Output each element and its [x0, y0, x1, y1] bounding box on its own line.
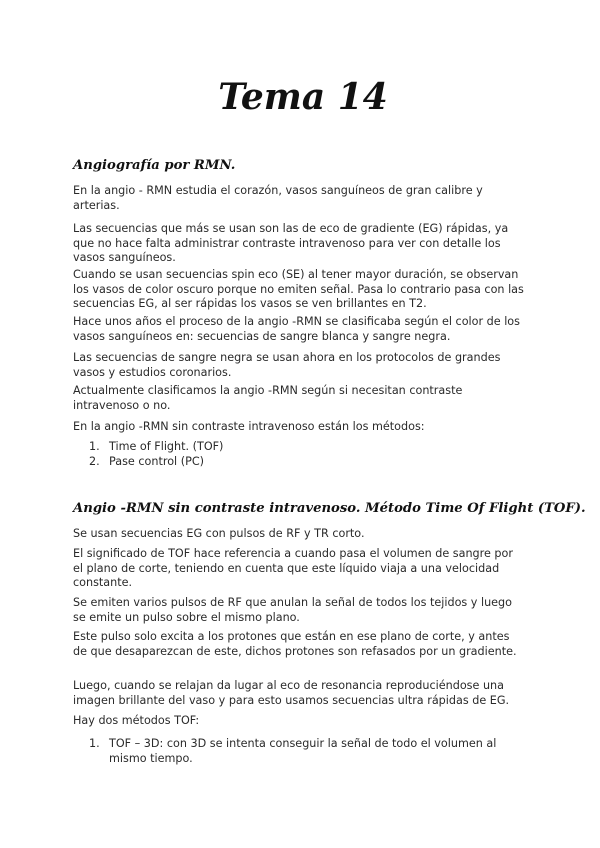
paragraph: Hay dos métodos TOF: — [73, 714, 200, 727]
paragraph: Las secuencias de sangre negra se usan ahora en los protocolos de grandes vasos y estudios coronarios. — [73, 351, 501, 379]
paragraph: En la angio - RMN estudia el corazón, vasos sanguíneos de gran calibre y arterias. — [73, 184, 483, 212]
paragraph: Las secuencias que más se usan son las de eco de gradiente (EG) rápidas, ya que no hace falta administrar contraste intravenoso para ver con detalle los vasos sanguíneos. — [73, 222, 509, 265]
paragraph: Cuando se usan secuencias spin eco (SE) al tener mayor duración, se observan los vasos de color oscuro porque no emiten señal. Pasa lo contrario pasa con las secuencias EG, al ser rápidas los vasos se ven brillantes en T2. — [73, 268, 524, 311]
paragraph: Hace unos años el proceso de la angio -RMN se clasificaba según el color de los vasos sanguíneos en: secuencias de sangre blanca y sangre negra. — [73, 315, 520, 343]
tof-methods-list — [73, 737, 533, 766]
list-item: 1. TOF – 3D: con 3D se intenta conseguir la señal de todo el volumen al mismo tiempo. — [89, 737, 497, 765]
page-title: Tema 14 — [218, 76, 388, 118]
paragraph: Se emiten varios pulsos de RF que anulan la señal de todos los tejidos y luego se emite un pulso sobre el mismo plano. — [73, 596, 513, 624]
paragraph: Luego, cuando se relajan da lugar al eco de resonancia reproduciéndose una imagen brillante del vaso y para esto usamos secuencias ultra rápidas de EG. — [73, 679, 510, 707]
section-heading-tof: Angio -RMN sin contraste intravenoso. Método Time Of Flight (TOF). — [73, 501, 586, 516]
methods-list — [73, 440, 533, 469]
list-item: 1. Time of Flight. (TOF) — [89, 440, 224, 453]
paragraph: Actualmente clasificamos la angio -RMN según si necesitan contraste intravenoso o no. — [73, 384, 463, 412]
section-heading-angiografia: Angiografía por RMN. — [73, 158, 236, 173]
paragraph: En la angio -RMN sin contraste intravenoso están los métodos: — [73, 420, 425, 433]
paragraph: El significado de TOF hace referencia a cuando pasa el volumen de sangre por el plano de corte, teniendo en cuenta que este líquido viaja a una velocidad constante. — [73, 547, 513, 590]
paragraph: Se usan secuencias EG con pulsos de RF y TR corto. — [73, 527, 365, 540]
list-item: 2. Pase control (PC) — [89, 454, 204, 468]
paragraph: Este pulso solo excita a los protones que están en ese plano de corte, y antes de que desaparezcan de este, dichos protones son refasados por un gradiente. — [73, 630, 517, 658]
